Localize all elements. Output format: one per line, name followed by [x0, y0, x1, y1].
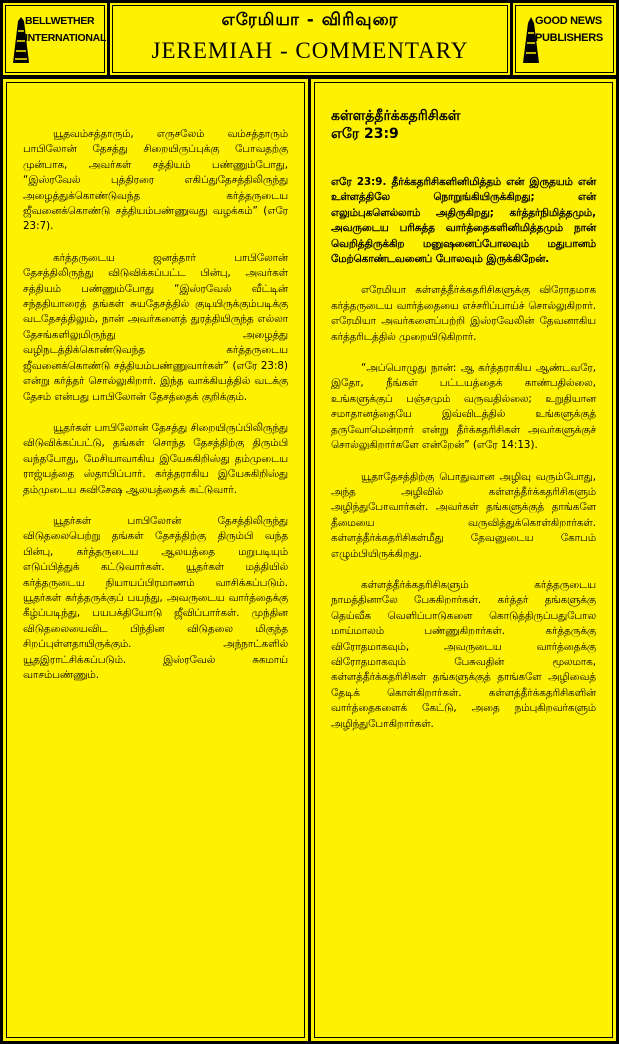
header-logo-left-box [3, 3, 107, 75]
logo-left-line2: INTERNATIONAL [25, 32, 107, 44]
logo-left-line1: BELLWETHER [25, 15, 95, 27]
heading-line2: எரே 23:9 [331, 126, 399, 142]
paragraph: யூதர்கள் பாபிலோன் தேசத்திலிருந்து விடுதலைபெற்று தங்கள் தேசத்திற்கு திரும்பி வந்த பின்பு, கர்த்தருடைய ஆலயத்தை மறுபடியும் எடுப்பித்துக் கட்டுவார்கள். யூதர்கள் மத்தியில் கர்த்தருடைய நியாயப்பிரமாணம் வாசிக்கப்படும். யூதர்கள் கர்த்தருக்குப் பயந்து, அவருடைய வார்த்தைக்கு கீழ்ப்படிந்து, பயபக்தியோடு ஜீவிப்பார்கள். முந்தின விடுதலையைவிட பிந்தின விடுதலை மிகுந்த சிறப்புள்ளதாயிருக்கும். அந்நாட்களில் யூதஇராட்சிக்கப்படும். இஸ்ரவேல் சுகமாய் வாசம்பண்ணும். [23, 514, 288, 681]
left-text [23, 127, 288, 699]
right-text [331, 175, 596, 748]
title-tamil: எரேமியா - விரிவுரை [221, 10, 399, 30]
frame [112, 5, 508, 73]
header-logo-right-box [513, 3, 616, 75]
right-column [311, 79, 616, 1041]
title-english: JEREMIAH - COMMENTARY [151, 38, 469, 63]
logo-right-line2: PUBLISHERS [535, 32, 603, 44]
paragraph: கள்ளத்தீர்க்கதரிசிகளும் கர்த்தருடைய நாமத்தினாலே பேசுகிறார்கள். கர்த்தர் தங்களுக்கு தெய்வீக வெளிப்பாடுகளை கொடுத்திருப்பதுபோல மாய்மாலம் பண்ணுகிறார்கள். கர்த்தருக்கு விரோதமாகவும், அவருடைய வார்த்தைக்கு விரோதமாகவும் பேசுவதின் மூலமாக, கள்ளத்தீர்க்கதரிசிகள் தங்களுக்குத் தாங்களே அழிவைத் தேடிக் கொள்கிறார்கள். கள்ளத்தீர்க்கதரிசிகளின் வார்த்தைகளைக் கேட்டு, அதை நம்புகிறவர்களும் அழிந்துபோகிறார்கள். [331, 578, 596, 730]
heading-line1: கள்ளத்தீர்க்கதரிசிகள் [331, 108, 461, 124]
logo-left-text [25, 13, 106, 47]
paragraph: எரேமியா கள்ளத்தீர்க்கதரிசிகளுக்கு விரோதமாக கர்த்தருடைய வார்த்தையை எச்சரிப்பாய்ச் சொல்லுகிறார். எரேமியா அவர்களைப்பற்றி இஸ்ரவேலின் தேவனாகிய கர்த்தரிடத்தில் முறையிடுகிறார். [331, 284, 596, 343]
logo-right-line1: GOOD NEWS [535, 15, 602, 27]
paragraph: “அப்பொழுது நான்: ஆ கர்த்தராகிய ஆண்டவரே, இதோ, நீங்கள் பட்டயத்தைக் காண்பதில்லை, உங்களுக்குப் பஞ்சமும் வருவதில்லை; உறுதியான சமாதானத்தையே இவ்விடத்தில் உங்களுக்குத் தருவோமென்றார் என்று தீர்க்கதரிசிகள் அவர்களுக்குச் சொல்லுகிறார்களே என்றேன்” (எரே 14:13). [331, 362, 596, 452]
paragraph: யூதர்கள் பாபிலோன் தேசத்து சிறையிருப்பிலிருந்து விடுவிக்கப்பட்டு, தங்கள் சொந்த தேசத்திற்கு திரும்பி வந்தபோது, மேசியாவாகிய இயேசுகிறிஸ்து தம்முடைய ராஜ்யத்தை ஸ்தாபிப்பார். கர்த்தராகிய இயேசுகிறிஸ்து தம்முடைய சுவிசேஷ ஆலயத்தைக் கட்டுவார். [23, 421, 288, 496]
paragraph: யூதவம்சத்தாரும், எருசலேம் வம்சத்தாரும் பாபிலோன் தேசத்து சிறையிருப்புக்கு போவதற்கு முன்பாக, அவர்கள் சத்தியம் பண்ணும்போது, “இஸ்ரவேல் புத்திரரை எகிப்துதேசத்திலிருந்து அழைத்துக்கொண்டுவந்த கர்த்தருடைய ஜீவனைக்கொண்டு சத்தியம்பண்ணுவது வழக்கம்” (எரே 23:7). [23, 128, 288, 233]
logo-right-text [535, 13, 603, 47]
paragraph: கர்த்தருடைய ஜனத்தார் பாபிலோன் தேசத்திலிருந்து விடுவிக்கப்பட்ட பின்பு, அவர்கள் சத்தியம் பண்ணும்போது “இஸ்ரவேல் வீட்டின் சந்ததியாரைத் தங்கள் சுயதேசத்தில் குடியிருக்கும்படிக்கு வடதேசத்திலும், நான் அவர்களைத் துரத்தியிருந்த எல்லா தேசங்களிலுமிருந்து அழைத்து வழிநடத்திக்கொண்டுவந்த கர்த்தருடைய ஜீவனைக்கொண்டு சத்தியம்பண்ணுவார்கள்” (எரே 23:8) என்று கர்த்தர் சொல்லுகிறார். இந்த வாக்கியத்தில் வடக்கு தேசம் என்பது பாபிலோன் தேசத்தைக் குறிக்கும். [23, 251, 288, 403]
header-title-box [110, 3, 510, 75]
verse-text: எரே 23:9. தீர்க்கதரிசிகளினிமித்தம் என் இருதயம் என் உள்ளத்திலே நொறுங்கியிருக்கிறது; என் எலும்புகளெல்லாம் அதிருகிறது; கர்த்தர்நிமித்தமும், அவருடைய பரிசுத்த வார்த்தைகளினிமித்தமும் நான் வெறித்திருக்கிற மனுஷனைப்போலவும் மதுபானம் மேற்கொண்டவனைப் போலவும் இருக்கிறேன். [331, 176, 596, 266]
left-column [3, 79, 308, 1041]
paragraph: யூதாதேசத்திற்கு பொதுவான அழிவு வரும்போது, அந்த அழிவில் கள்ளத்தீர்க்கதரிசிகளும் அழிந்துபோவார்கள். அவர்கள் தங்களுக்குத் தாங்களே தீமையை வருவித்துக்கொள்கிறார்கள். கள்ளத்தீர்க்கதரிசிகள்மீது தேவனுடைய கோபம் எழும்பியிருக்கிறது. [331, 470, 596, 560]
section-heading [331, 107, 460, 143]
